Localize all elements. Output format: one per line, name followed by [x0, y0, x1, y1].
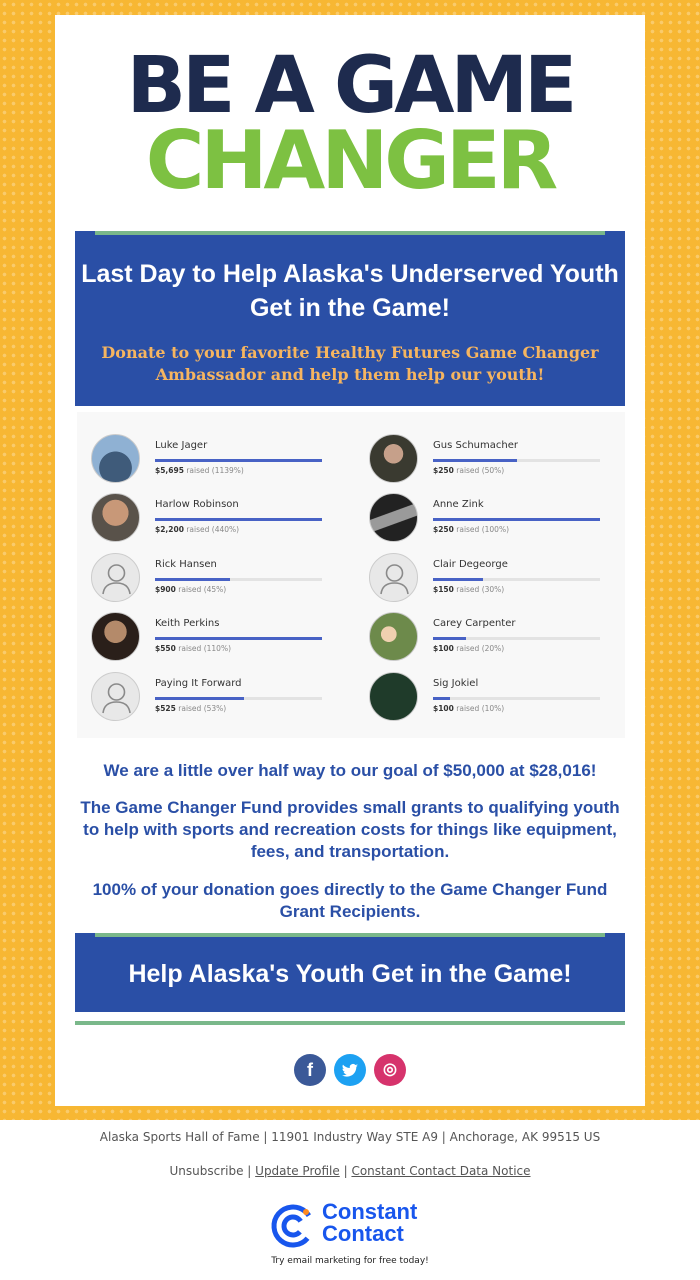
percent-value: (30%): [481, 585, 505, 594]
banner-heading: Last Day to Help Alaska's Underserved Youth Get in the Game!: [81, 260, 619, 322]
progress-fill: [155, 518, 322, 521]
fund-description: The Game Changer Fund provides small grants to qualifying youth to help with sports and recreation costs for things like equipment, fees, and transportation.: [80, 798, 620, 861]
footer-links: [0, 1164, 700, 1178]
update-profile-link[interactable]: Update Profile: [255, 1164, 340, 1178]
raised-word: raised: [456, 585, 480, 594]
ambassador-name[interactable]: Harlow Robinson: [155, 499, 239, 510]
amount-value: $900: [155, 585, 176, 594]
progress-bar: [433, 697, 600, 700]
avatar[interactable]: [369, 493, 418, 542]
data-notice-link[interactable]: Constant Contact Data Notice: [351, 1164, 531, 1178]
ambassador-item[interactable]: [77, 434, 337, 494]
percent-value: (100%): [481, 525, 509, 534]
ambassador-name[interactable]: Carey Carpenter: [433, 618, 516, 629]
ambassador-name[interactable]: Keith Perkins: [155, 618, 220, 629]
raised-word: raised: [456, 525, 480, 534]
amount-raised: [433, 585, 504, 594]
amount-value: $2,200: [155, 525, 184, 534]
banner-subheading: Donate to your favorite Healthy Futures Game Changer Ambassador and help them help our youth!: [101, 343, 599, 384]
ambassador-item[interactable]: [355, 672, 615, 732]
constant-contact-tagline[interactable]: Try email marketing for free today!: [271, 1256, 429, 1266]
ambassador-item[interactable]: [77, 493, 337, 553]
separator: |: [247, 1164, 256, 1178]
default-avatar-icon[interactable]: [369, 553, 418, 602]
progress-bar: [155, 578, 322, 581]
percent-value: (20%): [481, 644, 505, 653]
progress-fill: [433, 697, 450, 700]
constant-contact-wordmark: [322, 1201, 417, 1245]
progress-fill: [433, 578, 483, 581]
progress-bar: [155, 459, 322, 462]
amount-raised: [155, 525, 239, 534]
progress-fill: [155, 637, 322, 640]
goal-text: We are a little over half way to our goal of $50,000 at $28,016!: [103, 761, 597, 780]
ambassador-name[interactable]: Clair Degeorge: [433, 559, 508, 570]
percent-value: (10%): [481, 704, 505, 713]
ambassador-item[interactable]: [77, 553, 337, 613]
amount-value: $250: [433, 525, 454, 534]
progress-bar: [155, 518, 322, 521]
constant-contact-mark-icon: [270, 1203, 316, 1249]
ambassador-item[interactable]: [355, 493, 615, 553]
avatar[interactable]: [369, 672, 418, 721]
raised-word: raised: [178, 644, 202, 653]
amount-value: $150: [433, 585, 454, 594]
percent-value: (110%): [203, 644, 231, 653]
amount-value: $525: [155, 704, 176, 713]
ambassador-item[interactable]: [355, 553, 615, 613]
amount-value: $100: [433, 704, 454, 713]
wordmark-line-1: Constant: [322, 1199, 418, 1224]
cta-banner[interactable]: [75, 933, 625, 1012]
constant-contact-logo[interactable]: [270, 1201, 440, 1249]
ambassador-item[interactable]: [77, 612, 337, 672]
progress-bar: [155, 637, 322, 640]
percent-value: (1139%): [211, 466, 244, 475]
default-avatar-icon[interactable]: [91, 553, 140, 602]
separator: |: [343, 1164, 352, 1178]
progress-bar: [433, 518, 600, 521]
ambassador-name[interactable]: Gus Schumacher: [433, 440, 518, 451]
avatar[interactable]: [91, 493, 140, 542]
amount-raised: [433, 466, 504, 475]
ambassador-item[interactable]: [355, 434, 615, 494]
raised-word: raised: [186, 525, 210, 534]
raised-word: raised: [178, 585, 202, 594]
raised-word: raised: [186, 466, 210, 475]
amount-raised: [155, 704, 226, 713]
instagram-icon[interactable]: ◎: [374, 1054, 406, 1086]
percent-value: (53%): [203, 704, 227, 713]
ambassadors-panel[interactable]: [77, 412, 625, 738]
raised-word: raised: [178, 704, 202, 713]
amount-value: $550: [155, 644, 176, 653]
unsubscribe-link[interactable]: Unsubscribe: [169, 1164, 244, 1178]
game-changer-logo: [55, 41, 645, 207]
default-avatar-icon[interactable]: [91, 672, 140, 721]
progress-fill: [155, 578, 230, 581]
amount-value: $250: [433, 466, 454, 475]
banner-top-line: [95, 231, 605, 235]
progress-fill: [155, 697, 244, 700]
progress-bar: [433, 637, 600, 640]
amount-raised: [155, 466, 244, 475]
ambassador-name[interactable]: Rick Hansen: [155, 559, 217, 570]
avatar[interactable]: [369, 612, 418, 661]
logo-line-2: CHANGER: [145, 114, 555, 207]
avatar[interactable]: [91, 434, 140, 483]
ambassador-name[interactable]: Paying It Forward: [155, 678, 242, 689]
progress-bar: [433, 578, 600, 581]
amount-raised: [155, 585, 226, 594]
facebook-icon[interactable]: f: [294, 1054, 326, 1086]
progress-fill: [433, 459, 517, 462]
amount-raised: [433, 704, 504, 713]
footer-address: Alaska Sports Hall of Fame | 11901 Industry Way STE A9 | Anchorage, AK 99515 US: [99, 1130, 601, 1144]
progress-fill: [155, 459, 322, 462]
amount-value: $5,695: [155, 466, 184, 475]
percent-value: (45%): [203, 585, 227, 594]
raised-word: raised: [456, 704, 480, 713]
raised-word: raised: [456, 466, 480, 475]
logo-line-1: BE A GAME: [126, 41, 574, 131]
raised-word: raised: [456, 644, 480, 653]
ambassador-item[interactable]: [355, 612, 615, 672]
avatar[interactable]: [369, 434, 418, 483]
amount-raised: [433, 644, 504, 653]
wordmark-line-2: Contact: [322, 1221, 404, 1246]
amount-raised: [155, 644, 231, 653]
banner-top-line: [95, 933, 605, 937]
cta-heading[interactable]: Help Alaska's Youth Get in the Game!: [128, 960, 572, 988]
donation-note: 100% of your donation goes directly to the Game Changer Fund Grant Recipients.: [92, 880, 608, 921]
divider: [75, 1021, 625, 1025]
ambassador-item[interactable]: [77, 672, 337, 732]
percent-value: (440%): [211, 525, 240, 534]
ambassador-name[interactable]: Luke Jager: [155, 440, 208, 451]
progress-bar: [433, 459, 600, 462]
twitter-icon[interactable]: [334, 1054, 366, 1086]
progress-fill: [433, 518, 600, 521]
progress-fill: [433, 637, 466, 640]
progress-bar: [155, 697, 322, 700]
ambassador-name[interactable]: Sig Jokiel: [433, 678, 479, 689]
avatar[interactable]: [91, 612, 140, 661]
ambassador-name[interactable]: Anne Zink: [433, 499, 484, 510]
amount-value: $100: [433, 644, 454, 653]
social-links: [294, 1054, 414, 1086]
percent-value: (50%): [481, 466, 505, 475]
amount-raised: [433, 525, 509, 534]
email-card: [55, 15, 645, 1106]
top-banner: [75, 231, 625, 406]
